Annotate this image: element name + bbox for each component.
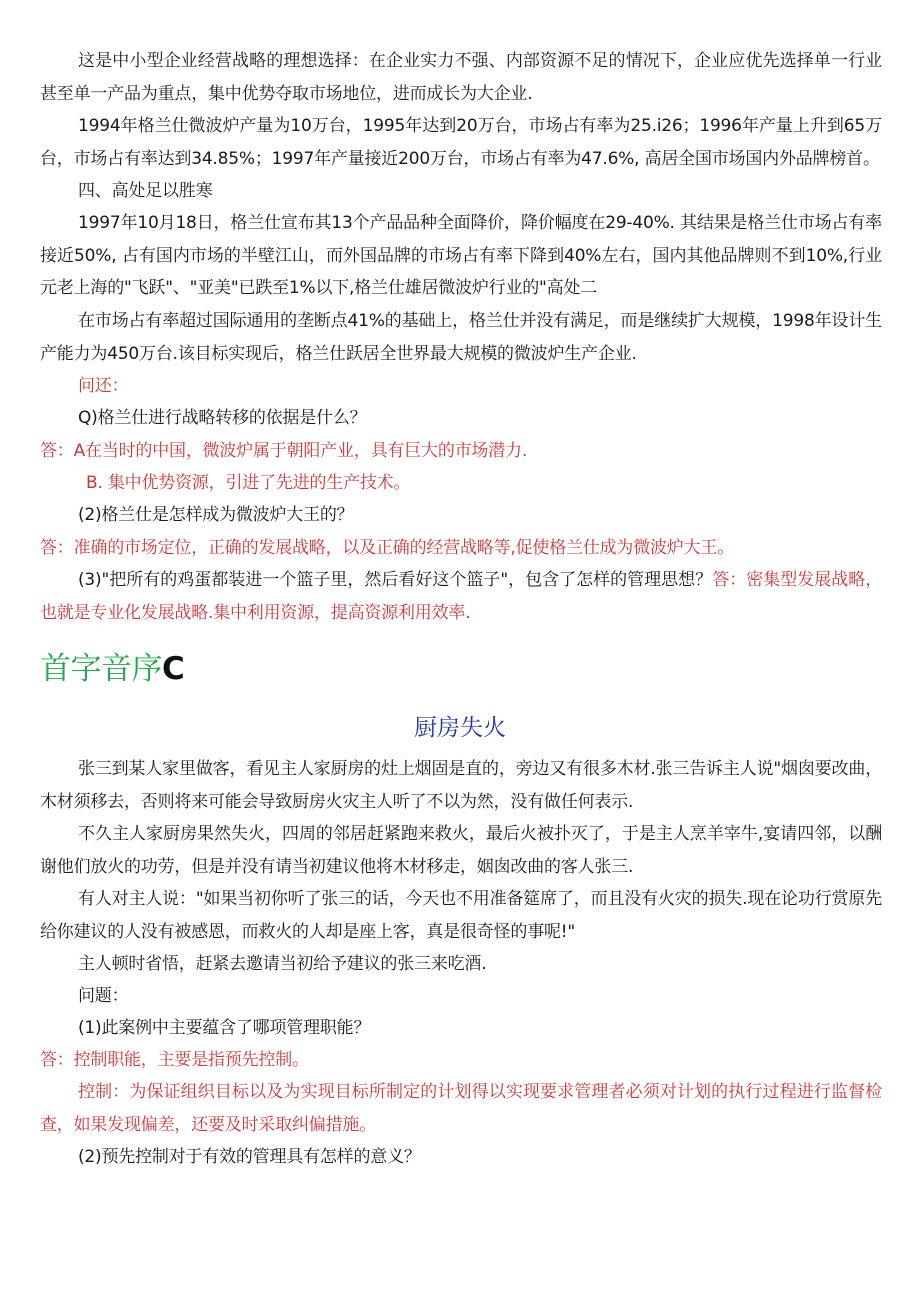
- case-question-1: (1)此案例中主要蕴含了哪项管理职能？: [78, 1018, 371, 1038]
- question-3: (3)"把所有的鸡蛋都装进一个篮子里，然后看好这个篮子"，包含了怎样的管理思想？: [78, 570, 713, 590]
- index-heading-letter: C: [162, 651, 185, 687]
- index-heading: [40, 647, 184, 691]
- paragraph-strategy: 这是中小型企业经营战略的理想选择：在企业实力不强、内部资源不足的情况下，企业应优先选择单一行业甚至单一产品为重点，集中优势夺取市场地位，进而成长为大企业.: [40, 51, 882, 104]
- paragraph-1994-output: 1994年格兰仕微波炉产量为10万台，1995年达到20万台，市场占有率为25.i26；1996年产量上升到65万台，市场占有率达到34.85%；1997年产量接近200万台，市场占有率为47.6%, 高居全国市场国内外品牌榜首。: [40, 116, 882, 169]
- index-heading-text: 首字音序: [40, 651, 162, 687]
- question-3-with-answer: [40, 564, 882, 629]
- case-title: 厨房失火: [414, 715, 506, 741]
- case-question-2: (2)预先控制对于有效的管理具有怎样的意义？: [78, 1147, 421, 1167]
- section-heading-four: 四、高处足以胜寒: [78, 181, 213, 201]
- paragraph-1997-price-cut: 1997年10月18日，格兰仕宣布其13个产品品种全面降价，降价幅度在29-40%. 其结果是格兰仕市场占有率接近50%, 占有国内市场的半壁江山，而外国品牌的市场占有率下降到40%左右，国内其他品牌则不到10%,行业元老上海的"飞跃"、"亚美"已跌至1%以下,格兰仕雄居微波炉行业的"高处二: [40, 213, 882, 298]
- paragraph-1998-capacity: 在市场占有率超过国际通用的垄断点41%的基础上，格兰仕并没有满足，而是继续扩大规模，1998年设计生产能力为450万台.该目标实现后，格兰仕跃居全世界最大规模的微波炉生产企业.: [40, 311, 882, 364]
- case-questions-label: 问题：: [78, 986, 129, 1006]
- story-paragraph-3: 有人对主人说："如果当初你听了张三的话，今天也不用准备筵席了，而且没有火灾的损失.现在论功行赏原先给你建议的人没有被感恩，而救火的人却是座上客，真是很奇怪的事呢!": [40, 889, 882, 942]
- story-paragraph-4: 主人顿时省悟，赶紧去邀请当初给予建议的张三来吃酒.: [78, 954, 487, 974]
- questions-label: 问还：: [78, 376, 129, 396]
- story-paragraph-2: 不久主人家厨房果然失火，四周的邻居赶紧跑来救火，最后火被扑灭了，于是主人烹羊宰牛,宴请四邻，以酬谢他们放火的功劳，但是并没有请当初建议他将木材移走，姻囱改曲的客人张三.: [40, 824, 882, 877]
- story-paragraph-1: 张三到某人家里做客，看见主人家厨房的灶上烟固是直的，旁边又有很多木材.张三告诉主人说"烟囱要改曲，木材须移去，否则将来可能会导致厨房火灾主人听了不以为然，没有做任何表示.: [40, 759, 882, 812]
- answer-1b: B. 集中优势资源，引进了先进的生产技术。: [86, 473, 411, 493]
- case-answer-1: 答：控制职能，主要是指预先控制。: [40, 1050, 309, 1070]
- question-1: Q)格兰仕进行战略转移的依据是什么？: [78, 408, 367, 428]
- question-2: (2)格兰仕是怎样成为微波炉大王的？: [78, 505, 354, 525]
- answer-3: 答：密集型发展战略，也就是专业化发展战略.集中利用资源，提高资源利用效率.: [40, 570, 883, 623]
- answer-2: 答：准确的市场定位，正确的发展战略，以及正确的经营战略等,促使格兰仕成为微波炉大王。: [40, 538, 735, 558]
- control-definition: 控制：为保证组织目标以及为实现目标所制定的计划得以实现要求管理者必须对计划的执行过程进行监督检查，如果发现偏差，还要及时采取纠偏措施。: [40, 1082, 882, 1135]
- answer-1a: 答：A在当时的中国，微波炉属于朝阳产业，具有巨大的市场潜力.: [40, 441, 528, 461]
